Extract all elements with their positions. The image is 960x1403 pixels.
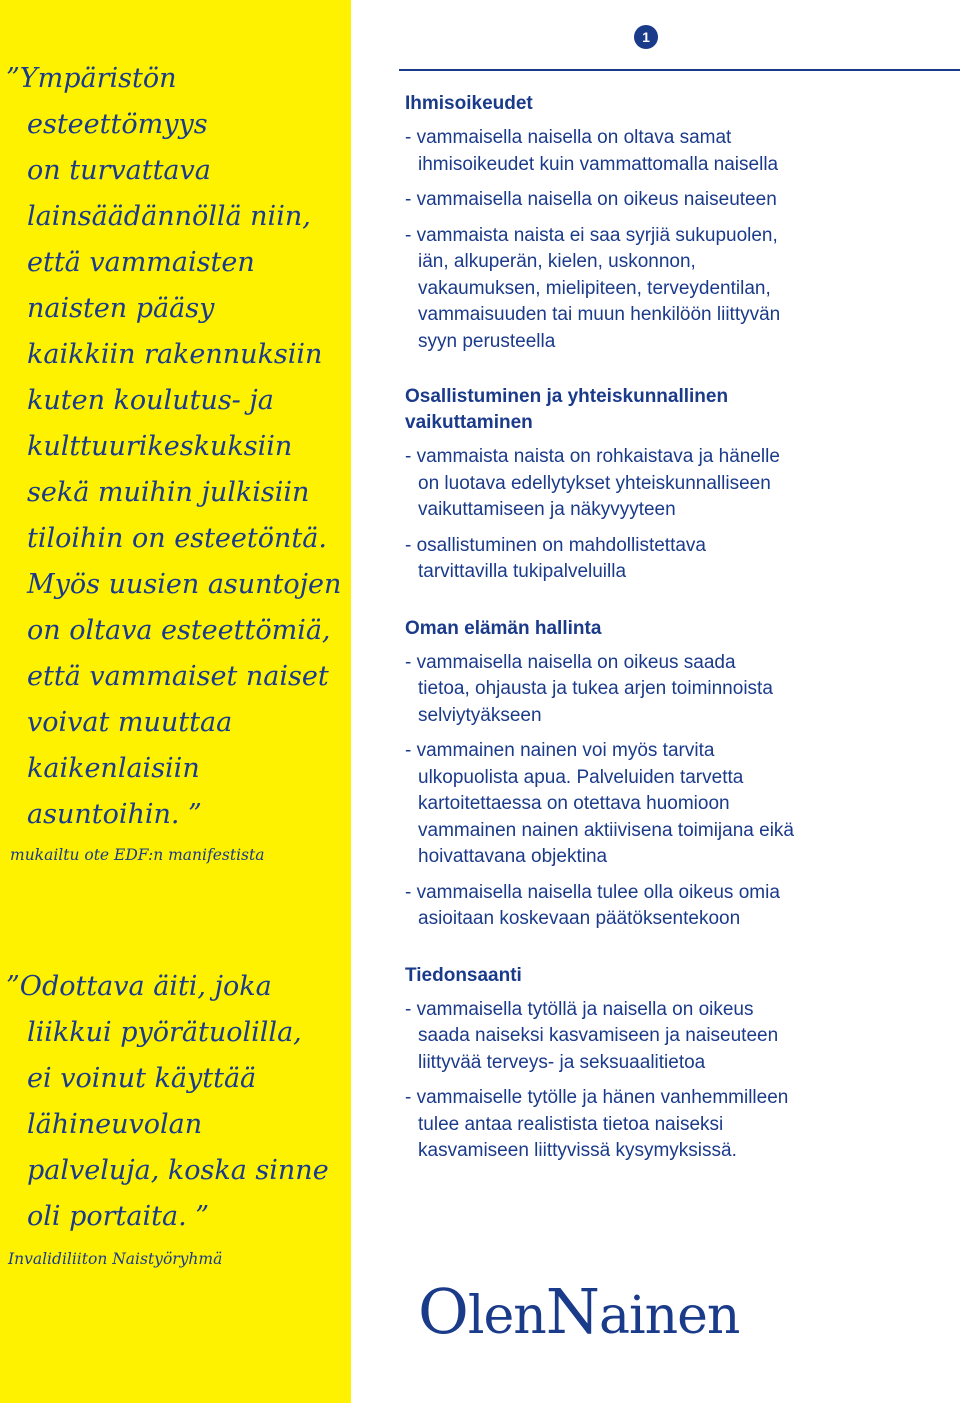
quote-1 bbox=[0, 56, 351, 838]
bullet-line: - vammainen nainen voi myös tarvita bbox=[405, 740, 715, 761]
quote1-line: on oltava esteettömiä, bbox=[27, 615, 331, 646]
quote1-line: asuntoihin. ” bbox=[27, 799, 202, 830]
bullet-line: ulkopuolista apua. Palveluiden tarvetta bbox=[418, 766, 744, 788]
section-osallistuminen bbox=[405, 384, 945, 586]
bullet-item bbox=[405, 997, 945, 1077]
bullet-line: tietoa, ohjausta ja tukea arjen toiminnoista bbox=[418, 678, 773, 699]
quote-1-attribution: mukailtu ote EDF:n manifestista bbox=[10, 846, 265, 864]
bullet-line: selviytyäkseen bbox=[418, 704, 542, 726]
logo-initial-o: O bbox=[418, 1275, 468, 1348]
quote1-line: on turvattava bbox=[27, 155, 211, 186]
left-quote-panel bbox=[0, 0, 351, 1403]
bullet-line: ihmisoikeudet kuin vammattomalla naisella bbox=[418, 153, 779, 175]
bullet-line: vakaumuksen, mielipiteen, terveydentilan, bbox=[418, 277, 771, 299]
bullet-line: - vammaisella naisella tulee olla oikeus omia bbox=[405, 881, 780, 903]
logo-part-1: len bbox=[467, 1286, 546, 1346]
bullet-item bbox=[405, 738, 945, 871]
bullet-line: - vammaisella tytöllä ja naisella on oikeus bbox=[405, 998, 754, 1020]
bullet-line: - vammaisella naisella on oikeus saada bbox=[405, 651, 736, 673]
bullet-item bbox=[405, 223, 945, 356]
quote1-line: kuten koulutus- ja bbox=[27, 385, 274, 416]
section-oman-elaman-hallinta bbox=[405, 616, 945, 933]
page-number-badge: 1 bbox=[634, 25, 658, 49]
bullet-item bbox=[405, 880, 945, 933]
bullet-item bbox=[405, 125, 945, 178]
section-ihmisoikeudet bbox=[405, 91, 945, 355]
quote1-line: että vammaiset naiset bbox=[27, 661, 329, 692]
bullet-line: kartoitettaessa on otettava huomioon bbox=[418, 793, 730, 814]
bullet-line: kasvamiseen liittyvissä kysymyksissä. bbox=[418, 1140, 737, 1161]
quote1-line: naisten pääsy bbox=[27, 293, 215, 324]
logo-part-2: ainen bbox=[599, 1286, 740, 1346]
quote2-line: liikkui pyörätuolilla, bbox=[27, 1017, 302, 1048]
bullet-item bbox=[405, 533, 945, 586]
quote1-line: kulttuurikeskuksiin bbox=[27, 431, 293, 462]
logo-initial-n: N bbox=[545, 1275, 599, 1348]
bullet-line: - osallistuminen on mahdollistettava bbox=[405, 534, 706, 556]
quote1-line: että vammaisten bbox=[27, 247, 255, 278]
bullet-line: saada naiseksi kasvamiseen ja naiseuteen bbox=[418, 1025, 779, 1046]
main-content bbox=[405, 91, 945, 1165]
quote2-line: oli portaita. ” bbox=[27, 1201, 210, 1232]
quote1-line: esteettömyys bbox=[27, 109, 208, 140]
bullet-line: liittyvää terveys- ja seksuaalitietoa bbox=[418, 1051, 706, 1073]
bullet-line: syyn perusteella bbox=[418, 330, 556, 352]
bullet-item bbox=[405, 444, 945, 524]
quote1-line: Myös uusien asuntojen bbox=[27, 569, 342, 600]
quote1-line: ”Ympäristön bbox=[6, 63, 177, 94]
quote-2 bbox=[0, 964, 351, 1240]
bullet-item bbox=[405, 1085, 945, 1165]
quote1-line: sekä muihin julkisiin bbox=[27, 477, 310, 508]
quote2-line: ”Odottava äiti, joka bbox=[6, 971, 272, 1002]
olen-nainen-logo bbox=[418, 1275, 739, 1348]
section-title: Osallistuminen ja yhteiskunnallinen bbox=[405, 386, 729, 407]
quote2-line: palveluja, koska sinne bbox=[27, 1155, 329, 1186]
section-title: Oman elämän hallinta bbox=[405, 617, 602, 639]
bullet-line: - vammaista naista ei saa syrjiä sukupuolen, bbox=[405, 224, 778, 246]
bullet-line: vammainen nainen aktiivisena toimijana eikä bbox=[418, 819, 794, 841]
bullet-line: vaikuttamiseen ja näkyvyyteen bbox=[418, 499, 676, 520]
bullet-line: tarvittavilla tukipalveluilla bbox=[418, 561, 627, 582]
section-title: Ihmisoikeudet bbox=[405, 93, 533, 114]
section-title: vaikuttaminen bbox=[405, 412, 533, 433]
bullet-item bbox=[405, 187, 945, 214]
quote1-line: voivat muuttaa bbox=[27, 707, 233, 738]
bullet-line: - vammaisella naisella on oikeus naiseuteen bbox=[405, 189, 777, 210]
section-tiedonsaanti bbox=[405, 963, 945, 1165]
bullet-line: - vammaiselle tytölle ja hänen vanhemmilleen bbox=[405, 1087, 789, 1108]
quote2-line: lähineuvolan bbox=[27, 1109, 203, 1140]
bullet-line: vammaisuuden tai muun henkilöön liittyvän bbox=[418, 304, 781, 325]
bullet-line: iän, alkuperän, kielen, uskonnon, bbox=[418, 251, 696, 272]
bullet-item bbox=[405, 650, 945, 730]
quote-2-attribution: Invalidiliiton Naistyöryhmä bbox=[8, 1250, 223, 1268]
bullet-line: - vammaisella naisella on oltava samat bbox=[405, 127, 732, 148]
bullet-line: hoivattavana objektina bbox=[418, 846, 608, 867]
bullet-line: asioitaan koskevaan päätöksentekoon bbox=[418, 908, 741, 929]
quote1-line: kaikenlaisiin bbox=[27, 753, 200, 784]
quote2-line: ei voinut käyttää bbox=[27, 1063, 257, 1094]
quote1-line: kaikkiin rakennuksiin bbox=[27, 339, 323, 370]
bullet-line: tulee antaa realistista tietoa naiseksi bbox=[418, 1113, 724, 1135]
quote1-line: lainsäädännöllä niin, bbox=[27, 201, 311, 232]
header-rule bbox=[399, 69, 960, 71]
section-title: Tiedonsaanti bbox=[405, 964, 522, 986]
bullet-line: - vammaista naista on rohkaistava ja hänelle bbox=[405, 446, 780, 467]
quote1-line: tiloihin on esteetöntä. bbox=[27, 523, 327, 554]
bullet-line: on luotava edellytykset yhteiskunnalliseen bbox=[418, 472, 771, 494]
